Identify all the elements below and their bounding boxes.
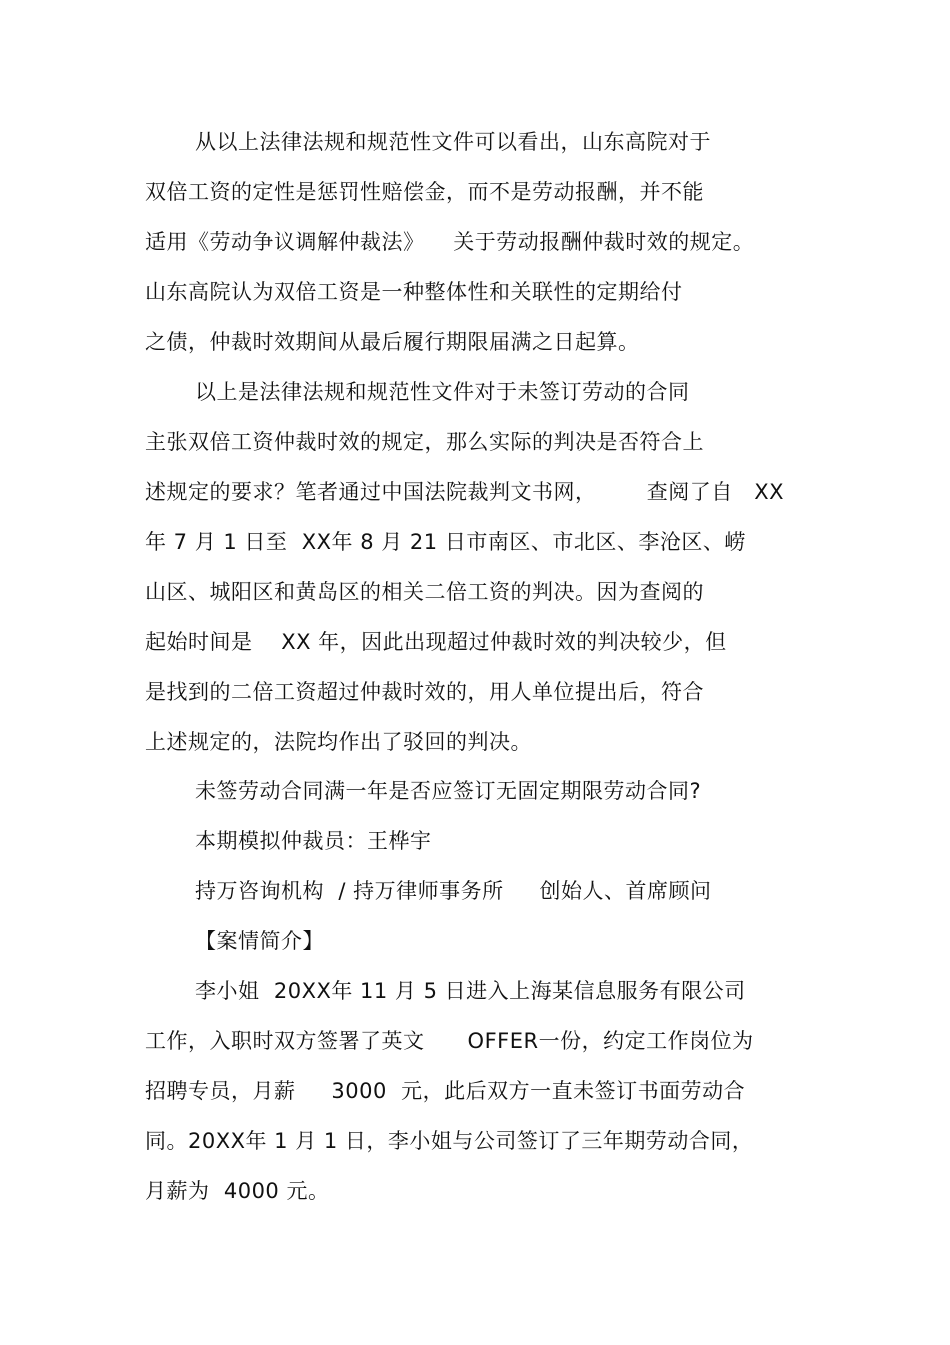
text-line: 是找到的二倍工资超过仲裁时效的，用人单位提出后，符合	[145, 680, 704, 704]
text-line: 双倍工资的定性是惩罚性赔偿金，而不是劳动报酬，并不能	[145, 180, 704, 204]
section-heading: 【案情简介】	[195, 929, 324, 953]
text-line: 山区、城阳区和黄岛区的相关二倍工资的判决。因为查阅的	[145, 580, 704, 604]
text-line: 招聘专员，月薪 3000 元，此后双方一直未签订书面劳动合	[145, 1079, 746, 1103]
text-line: 适用《劳动争议调解仲裁法》 关于劳动报酬仲裁时效的规定。	[145, 230, 755, 254]
text-line: 之债，仲裁时效期间从最后履行期限届满之日起算。	[145, 330, 640, 354]
text-line: 李小姐 20XX年 11 月 5 日进入上海某信息服务有限公司	[195, 979, 746, 1003]
text-line: 起始时间是 XX 年，因此出现超过仲裁时效的判决较少，但	[145, 630, 727, 654]
text-line: 从以上法律法规和规范性文件可以看出，山东高院对于	[195, 130, 711, 154]
text-line: 主张双倍工资仲裁时效的规定，那么实际的判决是否符合上	[145, 430, 704, 454]
text-line: 同。20XX年 1 月 1 日，李小姐与公司签订了三年期劳动合同，	[145, 1129, 754, 1153]
text-line: 以上是法律法规和规范性文件对于未签订劳动的合同	[195, 380, 690, 404]
affiliation-line: 持万咨询机构 / 持万律师事务所 创始人、首席顾问	[195, 879, 712, 903]
text-line: 上述规定的，法院均作出了驳回的判决。	[145, 730, 532, 754]
text-line: 年 7 月 1 日至 XX年 8 月 21 日市南区、市北区、李沧区、崂	[145, 530, 746, 554]
text-line: 述规定的要求？笔者通过中国法院裁判文书网， 查阅了自 XX	[145, 480, 785, 504]
text-line: 山东高院认为双倍工资是一种整体性和关联性的定期给付	[145, 280, 683, 304]
text-line: 月薪为 4000 元。	[145, 1179, 330, 1203]
text-line: 工作，入职时双方签署了英文 OFFER一份，约定工作岗位为	[145, 1029, 754, 1053]
section-question: 未签劳动合同满一年是否应签订无固定期限劳动合同?	[195, 779, 702, 803]
arbitrator-line: 本期模拟仲裁员：王桦宇	[195, 829, 432, 853]
